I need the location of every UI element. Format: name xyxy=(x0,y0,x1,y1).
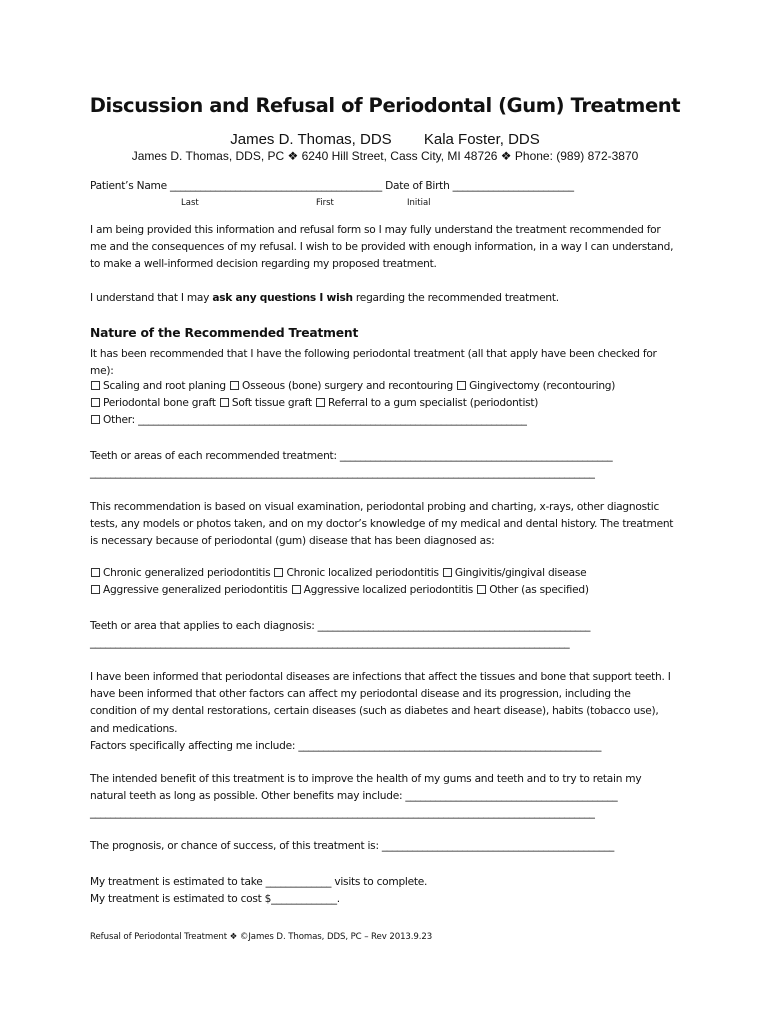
checkbox-chronic-localized[interactable] xyxy=(274,568,283,577)
treatment-teeth-line[interactable]: ____________________________________________________________________________________________________ xyxy=(90,467,595,480)
diagnosis-line: tests, any models or photos taken, and on my doctor’s knowledge of my medical and dental history. The treatment xyxy=(90,518,674,531)
checkbox-gingivitis[interactable] xyxy=(443,568,452,577)
option-aggressive-localized-label: Aggressive localized periodontitis xyxy=(303,584,474,596)
option-soft-tissue-label: Soft tissue graft xyxy=(231,397,312,409)
checkbox-aggressive-generalized[interactable] xyxy=(91,585,100,594)
checkbox-aggressive-localized[interactable] xyxy=(292,585,301,594)
label-first: First xyxy=(316,198,334,208)
checkbox-scaling[interactable] xyxy=(91,381,100,390)
treatment-options-row-1 xyxy=(90,380,615,392)
intro-line: me and the consequences of my refusal. I wish to be provided with enough information, in a way I can understand, xyxy=(90,241,674,254)
page-footer: Refusal of Periodontal Treatment ❖ ©James D. Thomas, DDS, PC – Rev 2013.9.23 xyxy=(90,932,433,942)
factors-line: condition of my dental restorations, certain diseases (such as diabetes and heart disease), habits (tobacco use), xyxy=(90,705,659,718)
checkbox-referral[interactable] xyxy=(316,398,325,407)
questions-bold: ask any questions I wish xyxy=(212,292,353,304)
practice-address: James D. Thomas, DDS, PC ❖ 6240 Hill Street, Cass City, MI 48726 ❖ Phone: (989) 872-3870 xyxy=(131,149,639,163)
section-heading-nature: Nature of the Recommended Treatment xyxy=(90,326,359,340)
factors-paragraph xyxy=(90,669,690,755)
benefit-input-line[interactable]: natural teeth as long as possible. Other benefits may include: __________________________________________ xyxy=(90,790,618,803)
diagnosis-options-row-1 xyxy=(90,567,586,579)
option-referral-label: Referral to a gum specialist (periodontist) xyxy=(328,397,539,409)
option-gingivitis-label: Gingivitis/gingival disease xyxy=(454,567,587,579)
diagnosis-line: is necessary because of periodontal (gum) disease that has been diagnosed as: xyxy=(90,535,495,548)
treatment-options-row-3 xyxy=(90,414,527,426)
treatment-options-row-2 xyxy=(90,397,538,409)
diagnosis-line: This recommendation is based on visual examination, periodontal probing and charting, x-rays, other diagnostic xyxy=(90,501,660,513)
option-other-diagnosis-label: Other (as specified) xyxy=(489,584,589,596)
estimate-visits-line[interactable]: My treatment is estimated to take _____________ visits to complete. xyxy=(90,876,428,888)
option-aggressive-generalized-label: Aggressive generalized periodontitis xyxy=(103,584,288,596)
checkbox-other-treatment[interactable] xyxy=(91,415,100,424)
diagnosis-teeth-field xyxy=(90,618,690,652)
option-osseous-label: Osseous (bone) surgery and recontouring xyxy=(242,380,454,392)
factors-line: have been informed that other factors can affect my periodontal disease and its progression, including the xyxy=(90,688,631,701)
checkbox-other-diagnosis[interactable] xyxy=(477,585,486,594)
intro-line: to make a well-informed decision regarding my proposed treatment. xyxy=(90,258,437,271)
factors-line: I have been informed that periodontal diseases are infections that affect the tissues and bone that support teeth. I xyxy=(90,671,671,683)
form-title: Discussion and Refusal of Periodontal (Gum) Treatment xyxy=(89,94,681,117)
checkbox-gingivectomy[interactable] xyxy=(457,381,466,390)
checkbox-bone-graft[interactable] xyxy=(91,398,100,407)
benefit-paragraph xyxy=(90,771,690,823)
factors-line: and medications. xyxy=(90,722,178,735)
option-chronic-generalized-label: Chronic generalized periodontitis xyxy=(103,567,271,579)
nature-intro-line: It has been recommended that I have the following periodontal treatment (all that apply have been checked for xyxy=(90,348,657,360)
treatment-teeth-line[interactable]: Teeth or areas of each recommended treatment: ______________________________________________________ xyxy=(90,450,613,462)
factors-input-line[interactable]: Factors specifically affecting me include: ____________________________________________________________ xyxy=(90,739,602,752)
doctor-name-2: Kala Foster, DDS xyxy=(423,131,540,148)
estimates-block xyxy=(90,874,690,908)
diagnosis-teeth-line[interactable]: Teeth or area that applies to each diagnosis: ______________________________________________________ xyxy=(90,620,591,632)
questions-post: regarding the recommended treatment. xyxy=(352,292,559,304)
prognosis-line[interactable]: The prognosis, or chance of success, of this treatment is: ______________________________________________ xyxy=(90,840,615,852)
estimate-cost-line[interactable]: My treatment is estimated to cost $_____________. xyxy=(90,893,340,906)
nature-intro xyxy=(90,346,690,380)
label-initial: Initial xyxy=(407,198,431,208)
patient-name-line[interactable]: Patient’s Name __________________________________________ Date of Birth ________________________ xyxy=(90,180,574,192)
checkbox-chronic-generalized[interactable] xyxy=(91,568,100,577)
benefit-line: The intended benefit of this treatment is to improve the health of my gums and teeth and to try to retain my xyxy=(90,773,642,785)
checkbox-soft-tissue[interactable] xyxy=(220,398,229,407)
nature-intro-line: me): xyxy=(90,365,114,378)
questions-statement xyxy=(90,292,559,304)
intro-line: I am being provided this information and refusal form so I may fully understand the treatment recommended for xyxy=(90,224,661,236)
option-bone-graft-label: Periodontal bone graft xyxy=(103,397,216,409)
diagnosis-teeth-line[interactable]: _______________________________________________________________________________________________ xyxy=(90,637,570,650)
doctor-name-1: James D. Thomas, DDS xyxy=(230,131,392,148)
questions-pre: I understand that I may xyxy=(90,292,213,304)
option-other-treatment[interactable]: Other: _____________________________________________________________________________ xyxy=(103,414,527,426)
option-chronic-localized-label: Chronic localized periodontitis xyxy=(286,567,439,579)
diagnosis-options-row-2 xyxy=(90,584,589,596)
intro-paragraph xyxy=(90,222,690,274)
checkbox-osseous[interactable] xyxy=(230,381,239,390)
option-gingivectomy-label: Gingivectomy (recontouring) xyxy=(469,380,616,392)
treatment-teeth-field xyxy=(90,448,690,482)
option-scaling-label: Scaling and root planing xyxy=(103,380,226,392)
diagnosis-paragraph xyxy=(90,499,690,551)
label-last: Last xyxy=(181,198,199,208)
benefit-input-line[interactable]: ____________________________________________________________________________________________________ xyxy=(90,807,595,820)
doctor-names xyxy=(0,131,770,148)
